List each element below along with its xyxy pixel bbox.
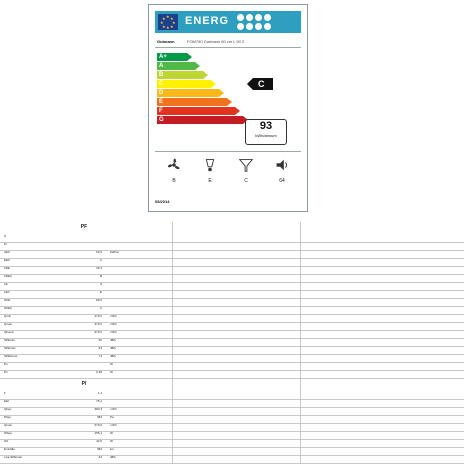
product-data-sheet [0,222,464,464]
cell-val: 42,5 [96,440,102,443]
column-divider [172,222,173,464]
cell-unit: dBA [110,355,116,358]
class-bar [157,116,243,124]
cell-val: 26,3 [96,267,102,270]
class-bar [157,107,235,115]
cell-val: 470,0 [94,323,102,326]
lighting-efficiency [195,156,225,196]
cell-sym: Qbep [4,408,12,411]
cell-sym: FDEC [4,275,13,278]
class-arrow-tip [219,89,224,97]
cell-sym: M [4,243,7,246]
cell-sym: SPEmin [4,339,15,342]
cell-sym: EEI [4,400,9,403]
cell-val: 1,1 [97,392,102,395]
cell-val: B [99,275,102,278]
cell-val: 64 [98,347,102,350]
section-heading: PI [81,381,87,387]
cell-val: 270,0 [94,315,102,318]
cell-unit: m3/h [110,315,117,318]
cell-sym: Pbep [4,416,12,419]
cell-unit: dBA [110,347,116,350]
label-header [155,11,301,33]
cell-sym: Qmin [4,315,12,318]
grease-filter-efficiency [231,156,261,196]
regulation-number: 65/2014 [155,199,170,204]
class-bar [157,89,219,97]
cell-val: 8 [100,283,102,286]
energy-label [148,4,308,212]
current-class-indicator [253,78,273,90]
cell-sym: Qmax [4,323,13,326]
cell-sym: AEC [4,251,11,254]
class-letter: A [159,63,164,69]
eu-flag-icon: ★ ★ ★ ★ ★ ★ ★ ★ [158,14,178,30]
class-letter: D [159,90,164,96]
cell-sym: Wbep [4,432,12,435]
cell-sym: Po [4,363,8,366]
cell-sym: SPEboost [4,355,18,358]
class-bar [157,71,203,79]
cell-val: 75,1 [96,400,102,403]
cell-unit: m3/h [110,424,117,427]
cell-sym: Qboost [4,331,14,334]
fan-icon [165,156,183,174]
lighting-class: E [208,178,212,184]
cell-sym: GFEC [4,307,13,310]
language-suffix-icons [235,14,295,30]
model-identifier: FOM750 Gutmann 60 cm L 90 Z [187,39,245,44]
cell-val: 384 [96,416,102,419]
consumption-value: 93 [259,120,273,132]
class-arrow-tip [187,53,192,61]
cell-unit: W [110,371,113,374]
class-arrow-tip [235,107,240,115]
cell-unit: Pa [110,416,114,419]
cell-unit: dBA [110,339,116,342]
cell-val: 0,38 [96,371,102,374]
cell-unit: kWh/a [110,251,119,254]
annual-consumption-box [245,119,287,145]
cell-val: 670,0 [94,424,102,427]
cell-sym: WL [4,440,9,443]
cell-sym: GFE [4,299,11,302]
supplier-name: Gutmann [157,39,175,44]
fan-class: B [172,178,176,184]
class-arrow-tip [203,71,208,79]
cell-val: 64 [98,456,102,459]
cell-unit: dBA [110,456,116,459]
class-letter: F [159,108,163,114]
cell-val: 80,0 [96,299,102,302]
fan-efficiency [159,156,189,196]
row-rule [0,378,464,379]
cell-unit: lux [110,448,114,451]
cell-val: 382,3 [94,408,102,411]
class-letter: E [159,99,164,105]
current-class-letter: C [258,79,265,89]
filter-icon [237,156,255,174]
cell-unit: m3/h [110,408,117,411]
cell-sym: EEC [4,259,11,262]
cell-sym: LEC [4,291,10,294]
class-bar [157,80,211,88]
filter-class: C [244,178,248,184]
class-letter: A+ [159,54,167,60]
cell-val: 92,9 [96,251,102,254]
cell-val: 52 [98,339,102,342]
cell-val: 352 [96,448,102,451]
cell-sym: Qmax [4,424,13,427]
noise-value: 64 [279,178,285,184]
cell-val: 71 [98,355,102,358]
cell-val: C [99,307,102,310]
cell-val: 155,1 [94,432,102,435]
cell-sym: F [4,392,6,395]
cell-unit: W [110,363,113,366]
cell-sym: LE [4,283,8,286]
lamp-icon [201,156,219,174]
noise-level [267,156,297,196]
cell-unit: W [110,440,113,443]
cell-val: E [99,291,102,294]
separator [155,47,301,48]
class-arrow-tip [227,98,232,106]
cell-sym: Emiddle [4,448,15,451]
class-arrow-tip [195,62,200,70]
cell-sym: S [4,235,7,238]
cell-unit: m3/h [110,323,117,326]
cell-unit: m3/h [110,331,117,334]
label-icons-row [155,151,301,198]
energy-title: ENERG [185,15,230,27]
cell-unit: W [110,432,113,435]
class-letter: C [159,81,164,87]
cell-sym: FDE [4,267,10,270]
column-divider [300,222,301,464]
cell-val: 670,0 [94,331,102,334]
consumption-unit: kWh/annum [255,133,277,138]
cell-sym: Ps [4,371,8,374]
class-letter: B [159,72,164,78]
noise-icon [273,156,291,174]
cell-sym: SPEmax [4,347,16,350]
class-bar [157,98,227,106]
cell-sym: Lwa SPEmax [4,456,23,459]
section-heading: PF [80,224,88,230]
class-arrow-tip [211,80,216,88]
class-letter: G [159,117,164,123]
cell-val: C [99,259,102,262]
